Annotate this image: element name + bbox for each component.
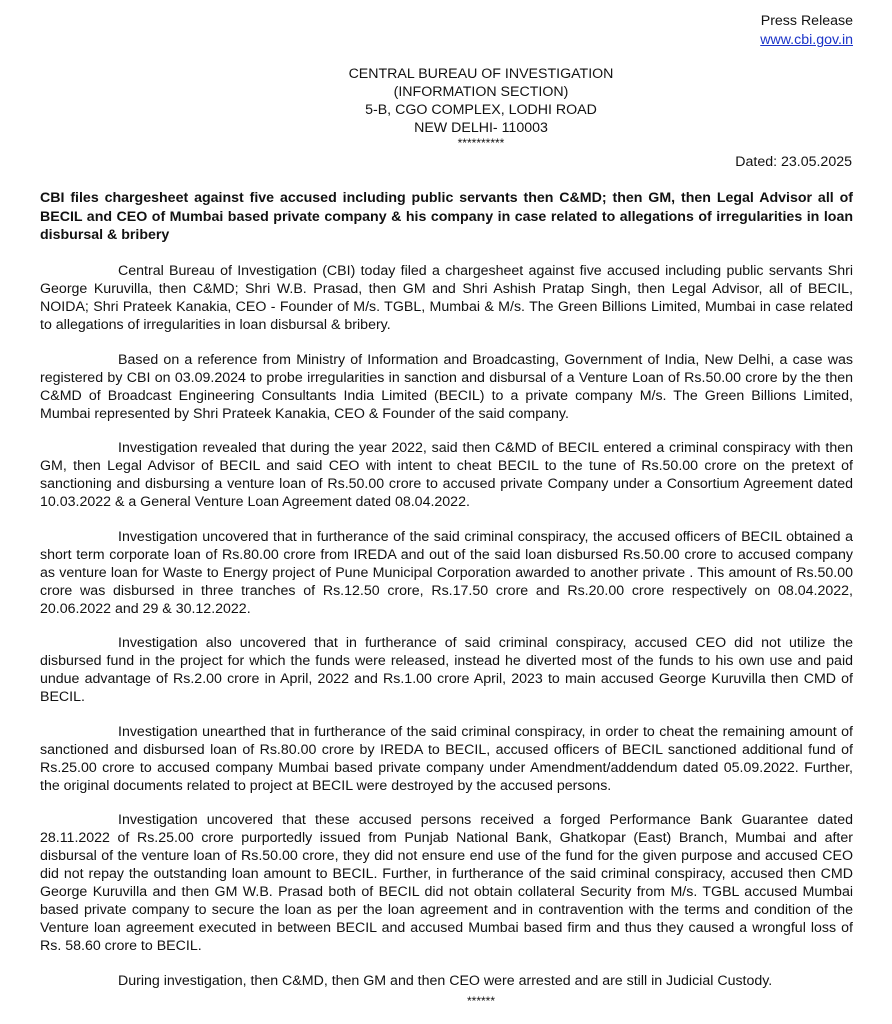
org-city-line: NEW DELHI- 110003 xyxy=(414,120,548,136)
org-separator: ********** xyxy=(457,136,505,150)
website-link[interactable]: www.cbi.gov.in xyxy=(760,32,853,48)
paragraph-1: Central Bureau of Investigation (CBI) today filed a chargesheet against five accused including public servants Shri George Kuruvilla, then C&MD; Shri W.B. Prasad, then GM and Shri Ashish Pratap Singh, then Legal Advisor, all of BECIL, NOIDA; Shri Prateek Kanakia, CEO - Founder of M/s. TGBL, Mumbai & M/s. The Green Billions Limited, Mumbai in case related to allegations of irregularities in loan disbursal & bribery. xyxy=(40,263,853,333)
end-marker: ****** xyxy=(466,994,496,1008)
paragraph-4: Investigation uncovered that in furtherance of the said criminal conspiracy, the accused officers of BECIL obtained a short term corporate loan of Rs.80.00 crore from IREDA and out of the said loan disbursed Rs.50.00 crore to accused company as venture loan for Waste to Energy project of Pune Municipal Corporation awarded to another private . This amount of Rs.50.00 crore was disbursed in three tranches of Rs.12.50 crore, Rs.17.50 crore and Rs.20.00 crore respectively on 08.04.2022, 20.06.2022 and 29 & 30.12.2022. xyxy=(40,528,853,617)
organization-address-block xyxy=(0,65,892,149)
paragraph-6: Investigation unearthed that in furtherance of the said criminal conspiracy, in order to cheat the remaining amount of sanctioned and disbursed loan of Rs.80.00 crore by IREDA to BECIL, accused officers of BECIL sanctioned additional fund of Rs.25.00 crore to accused company Mumbai based private company under Amendment/addendum dated 05.09.2022. Further, the original documents related to project at BECIL were destroyed by the accused persons. xyxy=(40,723,853,794)
press-release-header xyxy=(760,12,853,50)
press-release-label: Press Release xyxy=(760,13,853,29)
paragraph-8: During investigation, then C&MD, then GM and then CEO were arrested and are still in Judicial Custody. xyxy=(118,972,773,989)
org-section: (INFORMATION SECTION) xyxy=(393,84,569,100)
paragraph-3: Investigation revealed that during the year 2022, said then C&MD of BECIL entered a criminal conspiracy with then GM, then Legal Advisor of BECIL and said CEO with intent to cheat BECIL to the tune of Rs.50.00 crore on the pretext of sanctioning and disbursing a venture loan of Rs.50.00 crore to accused private Company under a Consortium Agreement dated 10.03.2022 & a General Venture Loan Agreement dated 08.04.2022. xyxy=(40,440,853,510)
headline: CBI files chargesheet against five accused including public servants then C&MD; then GM, then Legal Advisor all of BECIL and CEO of Mumbai based private company & his company in case related to allegations of irregularities in loan disbursal & bribery xyxy=(40,190,853,243)
org-name: CENTRAL BUREAU OF INVESTIGATION xyxy=(348,66,614,82)
paragraph-2: Based on a reference from Ministry of Information and Broadcasting, Government of India, New Delhi, a case was registered by CBI on 03.09.2024 to probe irregularities in sanction and disbursal of a Venture Loan of Rs.50.00 crore by the then C&MD of Broadcast Engineering Consultants India Limited (BECIL) to a private company M/s. The Green Billions Limited, Mumbai represented by Shri Prateek Kanakia, CEO & Founder of the said company. xyxy=(40,351,853,422)
release-date: Dated: 23.05.2025 xyxy=(735,154,852,170)
paragraph-7: Investigation uncovered that these accused persons received a forged Performance Bank Guarantee dated 28.11.2022 of Rs.25.00 crore purportedly issued from Punjab National Bank, Ghatkopar (East) Branch, Mumbai and after disbursal of the venture loan of Rs.50.00 crore, they did not ensure end use of the fund for the given purpose and accused CEO did not repay the outstanding loan amount to BECIL. Further, in furtherance of the said criminal conspiracy, accused then CMD George Kuruvilla and then GM W.B. Prasad both of BECIL did not obtain collateral Security from M/s. TGBL accused Mumbai based private company to secure the loan as per the loan agreement and in contravention with the terms and condition of the Venture loan agreement executed in between BECIL and accused Mumbai based firm and thus they caused a wrongful loss of Rs. 58.60 crore to BECIL. xyxy=(40,812,853,954)
org-address-line: 5-B, CGO COMPLEX, LODHI ROAD xyxy=(365,102,597,118)
press-body xyxy=(40,262,853,1006)
paragraph-5: Investigation also uncovered that in furtherance of said criminal conspiracy, accused CEO did not utilize the disbursed fund in the project for which the funds were released, instead he diverted most of the funds to his own use and paid undue advantage of Rs.2.00 crore in April, 2022 and Rs.1.00 crore April, 2023 to main accused George Kuruvilla then CMD of BECIL. xyxy=(40,635,853,705)
